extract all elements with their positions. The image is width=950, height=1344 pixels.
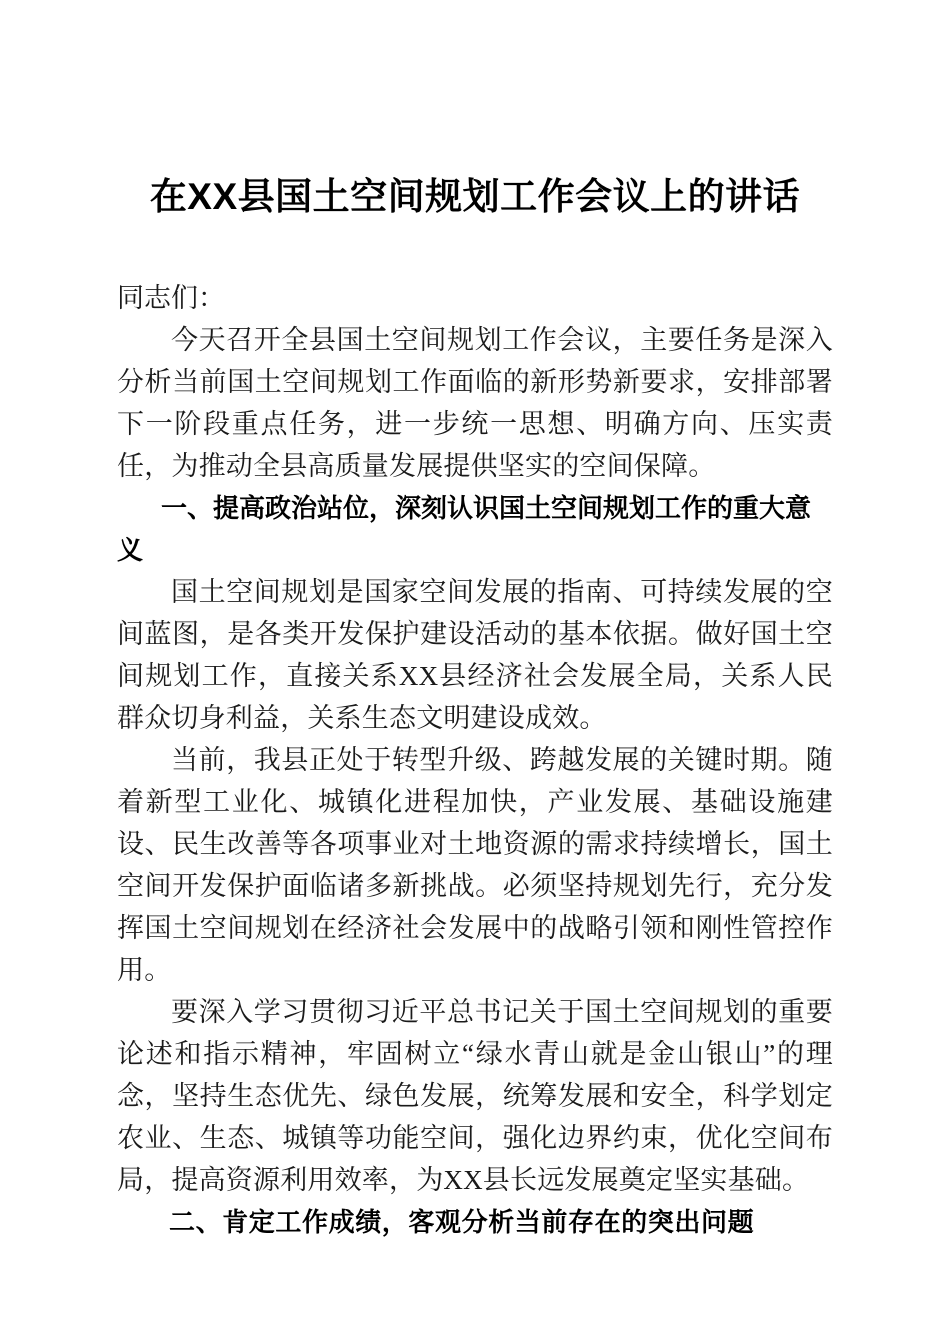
salutation: 同志们：: [117, 283, 225, 313]
paragraph-1-3: 要深入学习贯彻习近平总书记关于国土空间规划的重要论述和指示精神，牢固树立“绿水青山就是金山银山”的理念，坚持生态优先、绿色发展，统筹发展和安全，科学划定农业、生态、城镇等功能空间，强化边界约束，优化空间布局，提高资源利用效率，为XX县长远发展奠定坚实基础。: [117, 997, 833, 1195]
section-heading-1: 一、提高政治站位，深刻认识国土空间规划工作的重大意义: [117, 493, 812, 565]
paragraph-1-1: 国土空间规划是国家空间发展的指南、可持续发展的空间蓝图，是各类开发保护建设活动的基本依据。做好国土空间规划工作，直接关系XX县经济社会发展全局，关系人民群众切身利益，关系生态文明建设成效。: [117, 577, 833, 733]
paragraph-intro: 今天召开全县国土空间规划工作会议，主要任务是深入分析当前国土空间规划工作面临的新形势新要求，安排部署下一阶段重点任务，进一步统一思想、明确方向、压实责任，为推动全县高质量发展提供坚实的空间保障。: [117, 325, 833, 481]
document-content: [117, 0, 833, 1243]
section-heading-2: 二、肯定工作成绩，客观分析当前存在的突出问题: [169, 1207, 755, 1237]
paragraph-1-2: 当前，我县正处于转型升级、跨越发展的关键时期。随着新型工业化、城镇化进程加快，产业发展、基础设施建设、民生改善等各项事业对土地资源的需求持续增长，国土空间开发保护面临诸多新挑战。必须坚持规划先行，充分发挥国土空间规划在经济社会发展中的战略引领和刚性管控作用。: [117, 745, 833, 985]
page-title: 在XX县国土空间规划工作会议上的讲话: [149, 176, 801, 217]
